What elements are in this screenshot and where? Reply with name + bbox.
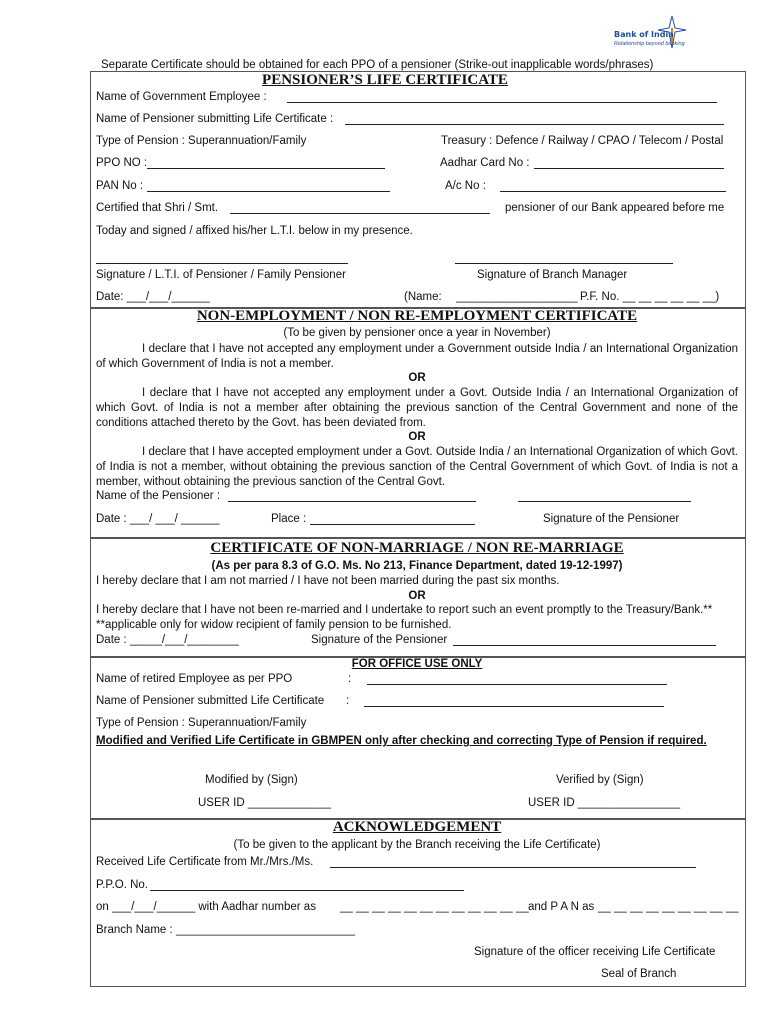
treasury-label: Treasury : Defence / Railway / CPAO / Telecom / Postal bbox=[441, 135, 724, 147]
life-date-field[interactable]: Date: ___/___/______ bbox=[96, 291, 210, 303]
ac-field[interactable] bbox=[500, 191, 726, 192]
pan-label: PAN No : bbox=[96, 180, 144, 192]
submitted-name-colon: : bbox=[346, 695, 350, 707]
aadhar-field[interactable] bbox=[534, 168, 724, 169]
ne-place-label: Place : bbox=[271, 513, 307, 525]
verifier-user-id-field[interactable]: USER ID ________________ bbox=[528, 797, 681, 809]
retired-name-field[interactable] bbox=[367, 684, 667, 685]
declaration-1: I declare that I have not accepted any employment under a Government outside India / an International Organization of which Government of India is not a member. bbox=[96, 343, 738, 370]
ppo-field[interactable] bbox=[147, 168, 385, 169]
or-1: OR bbox=[408, 372, 426, 384]
ack-pan-label: and P A N as bbox=[528, 901, 595, 913]
bank-name: Bank of India bbox=[614, 30, 674, 39]
ppo-label: PPO NO : bbox=[96, 157, 148, 169]
declaration-3: I declare that I have accepted employment under a Govt. Outside India / an International Organization of which Govt. of India is not a member, without obtaining the previous sanction of the Central Government of which Govt. of India is not a member, without obtaining the previous sanction of the Central Govt. bbox=[96, 446, 738, 488]
ack-pan-field[interactable]: __ __ __ __ __ __ __ __ __ bbox=[598, 901, 739, 913]
bank-logo bbox=[600, 14, 690, 50]
modified-by-label: Modified by (Sign) bbox=[205, 774, 298, 786]
ne-signature-label: Signature of the Pensioner bbox=[543, 513, 680, 525]
ne-signature-line[interactable] bbox=[518, 501, 691, 502]
ac-label: A/c No : bbox=[445, 180, 486, 192]
pension-type-label: Type of Pension : Superannuation/Family bbox=[96, 135, 307, 147]
manager-name-label: (Name: bbox=[404, 291, 442, 303]
pensioner-name-field[interactable] bbox=[345, 124, 724, 125]
verified-by-label: Verified by (Sign) bbox=[556, 774, 644, 786]
pf-number-field[interactable]: P.F. No. __ __ __ __ __ __) bbox=[580, 291, 720, 303]
acknowledgement-subtitle: (To be given to the applicant by the Branch receiving the Life Certificate) bbox=[233, 839, 601, 851]
pensioner-signature-line[interactable] bbox=[96, 263, 348, 264]
retired-name-colon: : bbox=[348, 673, 352, 685]
nm-signature-line[interactable] bbox=[453, 645, 716, 646]
ne-date-field[interactable]: Date : ___/ ___/ ______ bbox=[96, 513, 220, 525]
employee-name-field[interactable] bbox=[287, 102, 717, 103]
submitted-name-label: Name of Pensioner submitted Life Certificate bbox=[96, 695, 325, 707]
strike-out-note: Separate Certificate should be obtained for each PPO of a pensioner (Strike-out inapplicable words/phrases) bbox=[101, 59, 654, 71]
officer-signature-label: Signature of the officer receiving Life Certificate bbox=[474, 946, 716, 958]
modifier-user-id-field[interactable]: USER ID _____________ bbox=[198, 797, 331, 809]
received-from-field[interactable] bbox=[330, 867, 696, 868]
nm-date-field[interactable]: Date : _____/___/________ bbox=[96, 634, 239, 646]
office-use-title: FOR OFFICE USE ONLY bbox=[351, 658, 483, 670]
acknowledgement-title: ACKNOWLEDGEMENT bbox=[332, 819, 502, 835]
branch-name-field[interactable]: ____________________________ bbox=[176, 924, 356, 936]
office-pension-type-label: Type of Pension : Superannuation/Family bbox=[96, 717, 307, 729]
pan-field[interactable] bbox=[147, 191, 390, 192]
pensioner-name-label: Name of Pensioner submitting Life Certificate : bbox=[96, 113, 334, 125]
or-2: OR bbox=[408, 431, 426, 443]
manager-signature-line[interactable] bbox=[455, 263, 673, 264]
retired-name-label: Name of retired Employee as per PPO bbox=[96, 673, 293, 685]
modified-note: Modified and Verified Life Certificate in GBMPEN only after checking and correcting Type of Pension if required. bbox=[96, 735, 707, 747]
pensioner-signature-label: Signature / L.T.I. of Pensioner / Family Pensioner bbox=[96, 269, 346, 281]
appeared-text: pensioner of our Bank appeared before me bbox=[505, 202, 725, 214]
nm-signature-label: Signature of the Pensioner bbox=[311, 634, 448, 646]
ack-ppo-field[interactable] bbox=[150, 890, 464, 891]
bank-tagline: Relationship beyond banking bbox=[614, 41, 685, 47]
manager-signature-label: Signature of Branch Manager bbox=[477, 269, 628, 281]
certified-name-field[interactable] bbox=[230, 213, 490, 214]
ne-pensioner-name-field[interactable] bbox=[228, 501, 476, 502]
marriage-declaration-1: I hereby declare that I am not married / I have not been married during the past six months. bbox=[96, 575, 560, 587]
received-from-label: Received Life Certificate from Mr./Mrs./Ms. bbox=[96, 856, 314, 868]
marriage-declaration-2: I hereby declare that I have not been re-married and I undertake to report such an event promptly to the Treasury/Bank.** bbox=[96, 604, 713, 616]
life-certificate-title: PENSIONER’S LIFE CERTIFICATE bbox=[262, 72, 508, 88]
declaration-2: I declare that I have not accepted any employment under a Govt. Outside India / an International Organization of which Govt. of India is not a member after obtaining the previous sanction of the Central Government and none of the conditions attached thereto by the Govt. has been deviated from. bbox=[96, 387, 738, 429]
non-employment-subtitle: (To be given by pensioner once a year in November) bbox=[283, 327, 551, 339]
non-employment-title: NON-EMPLOYMENT / NON RE-EMPLOYMENT CERTIFICATE bbox=[196, 308, 638, 324]
aadhar-label: Aadhar Card No : bbox=[440, 157, 530, 169]
non-marriage-subtitle: (As per para 8.3 of G.O. Ms. No 213, Finance Department, dated 19-12-1997) bbox=[211, 560, 623, 572]
ack-aadhar-field[interactable]: __ __ __ __ __ __ __ __ __ __ __ __ bbox=[340, 901, 529, 913]
ack-date-aadhar-label: on ___/___/______ with Aadhar number as bbox=[96, 901, 316, 913]
branch-seal-label: Seal of Branch bbox=[601, 968, 677, 980]
submitted-name-field[interactable] bbox=[364, 706, 664, 707]
ack-ppo-label: P.P.O. No. bbox=[96, 879, 148, 891]
today-text: Today and signed / affixed his/her L.T.I. below in my presence. bbox=[96, 225, 413, 237]
marriage-or: OR bbox=[408, 590, 426, 602]
branch-name-label: Branch Name : bbox=[96, 924, 173, 936]
ne-pensioner-name-label: Name of the Pensioner : bbox=[96, 490, 221, 502]
ne-place-field[interactable] bbox=[310, 524, 475, 525]
manager-name-field[interactable]: ___________________ bbox=[456, 291, 578, 303]
non-marriage-title: CERTIFICATE OF NON-MARRIAGE / NON RE-MARRIAGE bbox=[210, 540, 624, 556]
widow-note: **applicable only for widow recipient of family pension to be furnished. bbox=[96, 619, 452, 631]
certified-label: Certified that Shri / Smt. bbox=[96, 202, 219, 214]
employee-name-label: Name of Government Employee : bbox=[96, 91, 267, 103]
